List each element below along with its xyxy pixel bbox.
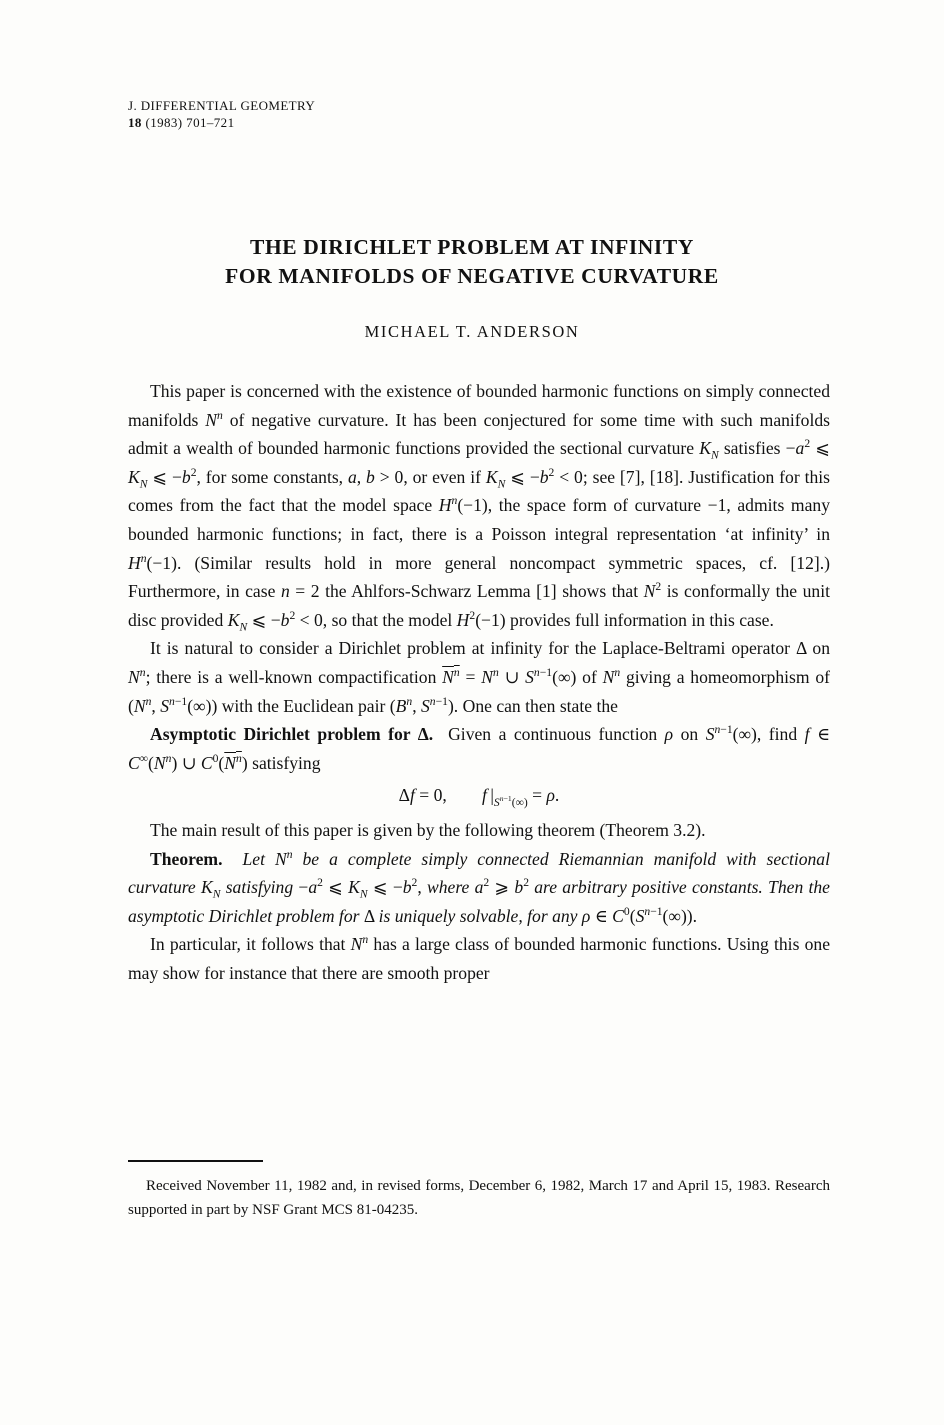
footnote [128, 1160, 830, 1222]
title-line-1: THE DIRICHLET PROBLEM AT INFINITY [250, 235, 694, 259]
paper-title [0, 233, 944, 291]
title-line-2: FOR MANIFOLDS OF NEGATIVE CURVATURE [225, 264, 719, 288]
paragraph-consequences: In particular, it follows that $N^n$ has a large class of bounded harmonic functions. Using this one may show for instance that there are smooth proper [128, 933, 831, 983]
journal-header [128, 97, 315, 131]
journal-volume-line: 18 (1983) 701–721 [128, 115, 235, 130]
footnote-text: Received November 11, 1982 and, in revised forms, December 6, 1982, March 17 and April 15, 1983. Research supported in part by NSF Grant MCS 81-04235. [128, 1178, 830, 1218]
article-body [128, 377, 830, 987]
footnote-rule [128, 1160, 263, 1162]
paragraph-dirichlet-setup: It is natural to consider a Dirichlet problem at infinity for the Laplace-Beltrami operator Δ on $N^n$; there is a well-known compactification $N^n = N^n$ ∪ $S^{n-1}(\infty)$ of $N^n$ giving a homeomorphism of ($N^n$, $S^{n-1}(\infty)$) with the Euclidean pair ($B^n$, $S^{n-1}$). One can then state the [128, 638, 830, 716]
author-name: MICHAEL T. ANDERSON [364, 322, 580, 341]
journal-name: J. DIFFERENTIAL GEOMETRY [128, 98, 316, 113]
paragraph-intro: This paper is concerned with the existence of bounded harmonic functions on simply connected manifolds $N^n$ of negative curvature. It has been conjectured for some time with such manifolds admit a wealth of bounded harmonic functions provided the sectional curvature $K_N$ satisfies $-a^2$ ⩽ $K_N$ ⩽ $-b^2$, for some constants, a, b > 0, or even if $K_N$ ⩽ $-b^2 < 0$; see [7], [18]. Justification for this comes from the fact that the model space $H^n(-1)$, the space form of curvature −1, admits many bounded harmonic functions; in fact, there is a Poisson integral representation ‘at infinity’ in $H^n(-1)$. (Similar results hold in more general noncompact symmetric spaces, cf. [12].) Furthermore, in case n = 2 the Ahlfors-Schwarz Lemma [1] shows that $N^2$ is conformally the unit disc provided $K_N$ ⩽ $-b^2 < 0$, so that the model $H^2(-1)$ provides full information in this case. [128, 381, 831, 634]
paragraph-theorem: Theorem. Let $N^n$ be a complete simply connected Riemannian manifold with sectional curvature $K_N$ satisfying $-a^2$ ⩽ $K_N$ ⩽ $-b^2$, where $a^2$ ⩾ $b^2$ are arbitrary positive constants. Then the asymptotic Dirichlet problem for Δ is uniquely solvable, for any ρ ∈ $C^0(S^{n-1}(\infty))$. [128, 847, 830, 926]
paragraph-main-result: The main result of this paper is given by the following theorem (Theorem 3.2). [150, 819, 706, 840]
display-equation: Δf = 0, f $|_{S^{n-1}(\infty)} = \rho$. [398, 785, 560, 809]
paragraph-asymptotic-problem: Asymptotic Dirichlet problem for Δ. Given a continuous function ρ on $S^{n-1}(\infty)$, find f ∈ $C^\infty(N^n)$ ∪ $C^0(N^n)$ satisfying [128, 723, 831, 773]
